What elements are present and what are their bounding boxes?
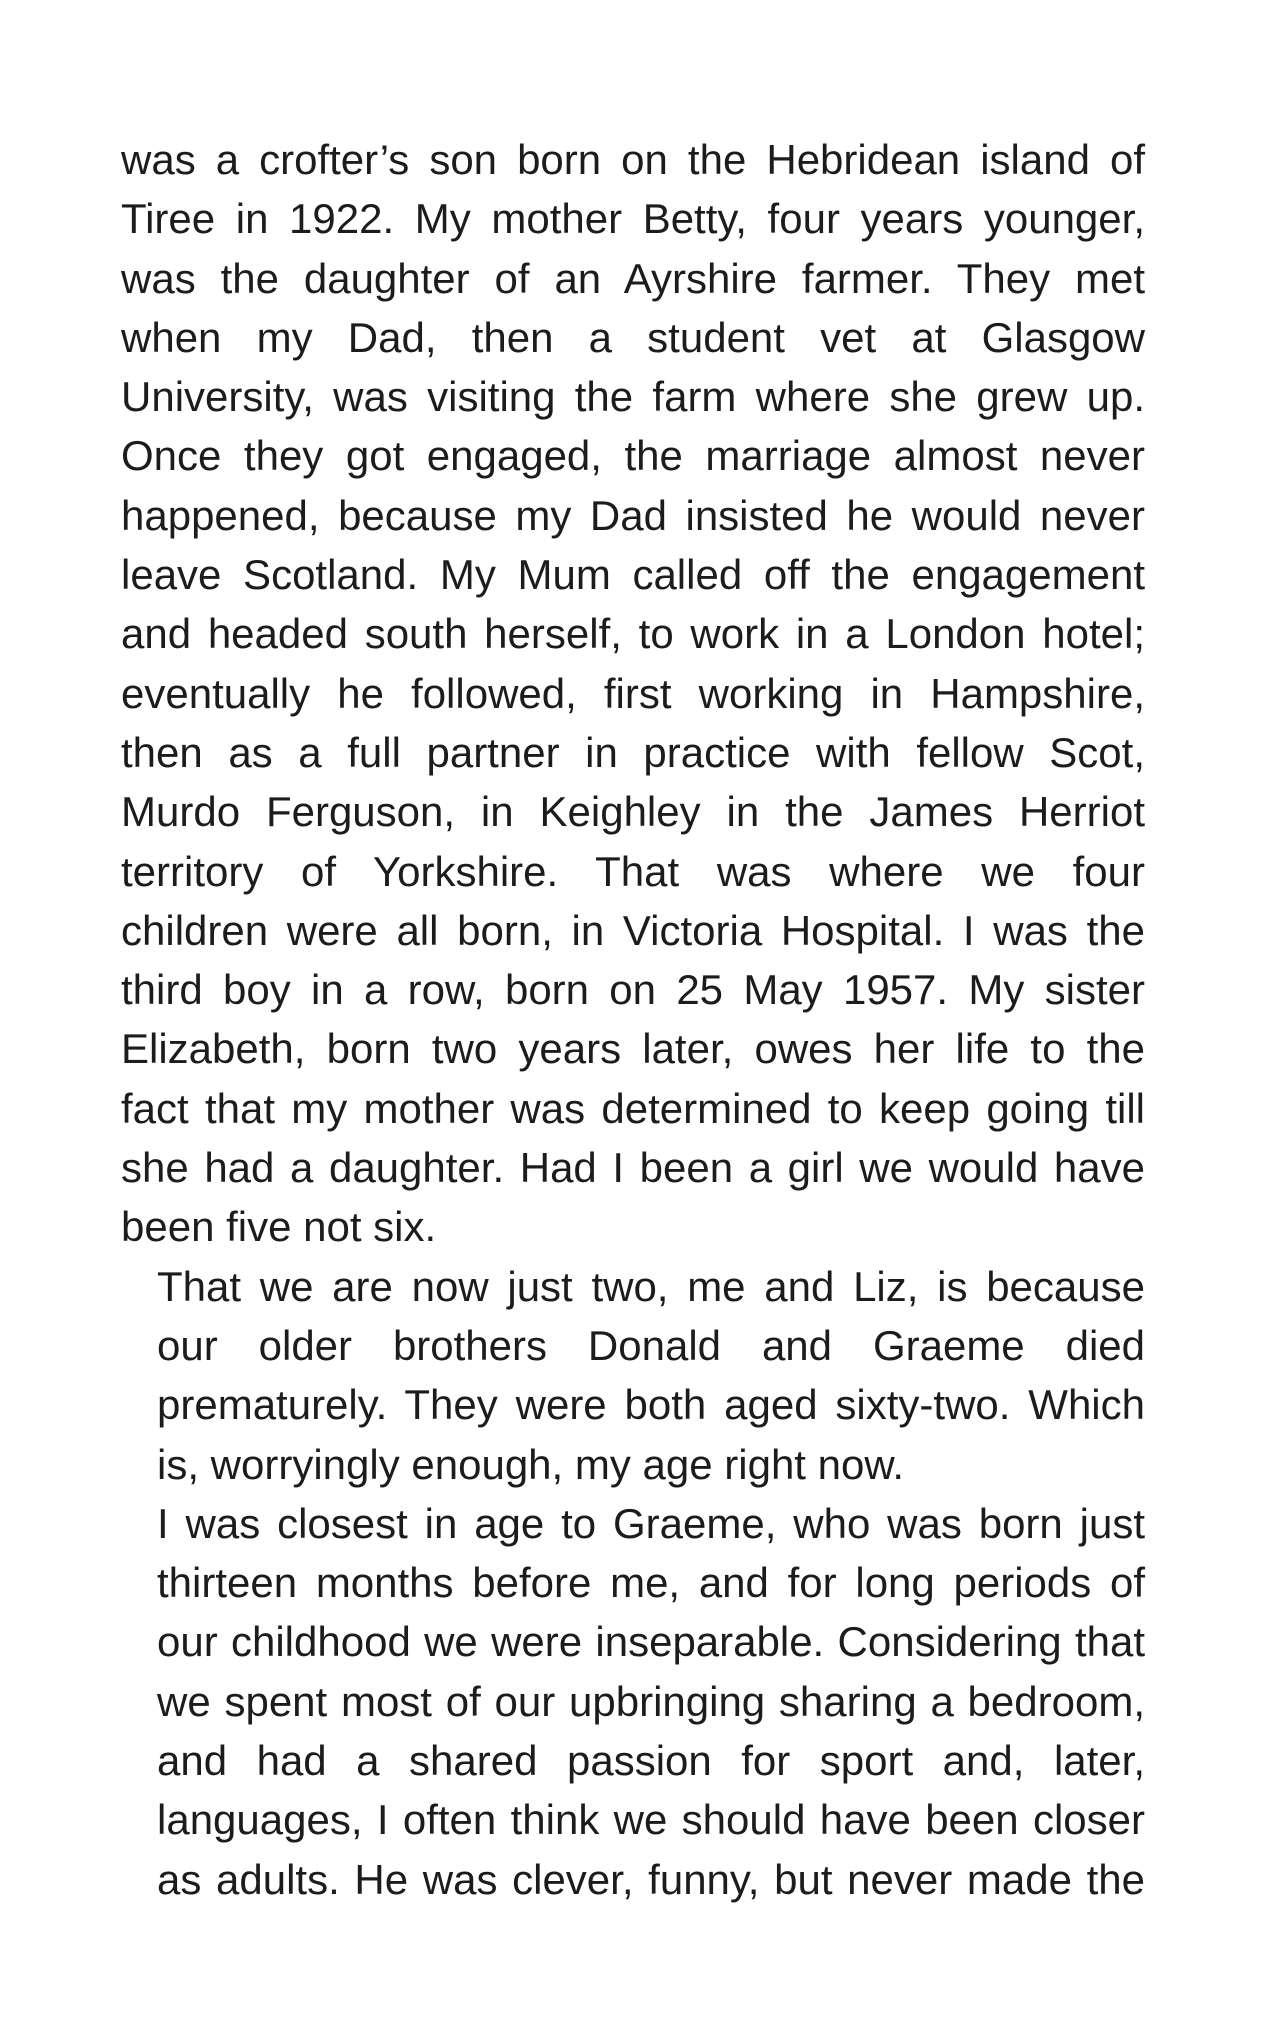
text-line: Murdo Ferguson, in Keighley in the James Herriot <box>121 788 1145 836</box>
text-line: leave Scotland. My Mum called off the engagement <box>121 551 1145 599</box>
book-page <box>121 130 1145 1909</box>
text-line: third boy in a row, born on 25 May 1957. My sister <box>121 966 1145 1014</box>
text-line: was the daughter of an Ayrshire farmer. They met <box>121 254 1145 302</box>
text-line: University, was visiting the farm where she grew up. <box>121 373 1145 421</box>
text-line: territory of Yorkshire. That was where we four <box>121 847 1145 895</box>
text-line: children were all born, in Victoria Hospital. I was the <box>121 906 1145 954</box>
paragraph-1 <box>121 130 1145 1257</box>
text-line: we spent most of our upbringing sharing a bedroom, <box>157 1677 1145 1725</box>
text-line: our childhood we were inseparable. Considering that <box>157 1618 1145 1666</box>
text-line: Once they got engaged, the marriage almost never <box>121 432 1145 480</box>
text-line: Elizabeth, born two years later, owes her life to the <box>121 1025 1145 1073</box>
paragraph-2 <box>121 1257 1145 1494</box>
text-line: been five not six. <box>121 1203 437 1251</box>
text-line: languages, I often think we should have been closer <box>157 1796 1145 1844</box>
text-line: prematurely. They were both aged sixty-two. Which <box>157 1381 1145 1429</box>
text-line: That we are now just two, me and Liz, is because <box>157 1262 1145 1310</box>
text-line: and headed south herself, to work in a London hotel; <box>121 610 1145 658</box>
text-line: eventually he followed, first working in Hampshire, <box>121 669 1145 717</box>
paragraph-3 <box>121 1494 1145 1909</box>
text-line: and had a shared passion for sport and, later, <box>157 1737 1145 1785</box>
text-line: as adults. He was clever, funny, but never made the <box>157 1855 1145 1903</box>
text-line: I was closest in age to Graeme, who was born just <box>157 1499 1145 1547</box>
text-line: our older brothers Donald and Graeme died <box>157 1321 1145 1369</box>
text-line: thirteen months before me, and for long periods of <box>157 1559 1145 1607</box>
text-line: then as a full partner in practice with fellow Scot, <box>121 728 1145 776</box>
text-line: fact that my mother was determined to keep going till <box>121 1084 1145 1132</box>
text-line: Tiree in 1922. My mother Betty, four years younger, <box>121 195 1145 243</box>
text-line: when my Dad, then a student vet at Glasgow <box>121 313 1145 361</box>
text-line: she had a daughter. Had I been a girl we would have <box>121 1144 1145 1192</box>
text-line: happened, because my Dad insisted he would never <box>121 491 1145 539</box>
text-line: was a crofter’s son born on the Hebridean island of <box>121 136 1145 183</box>
text-line: is, worryingly enough, my age right now. <box>157 1440 905 1488</box>
